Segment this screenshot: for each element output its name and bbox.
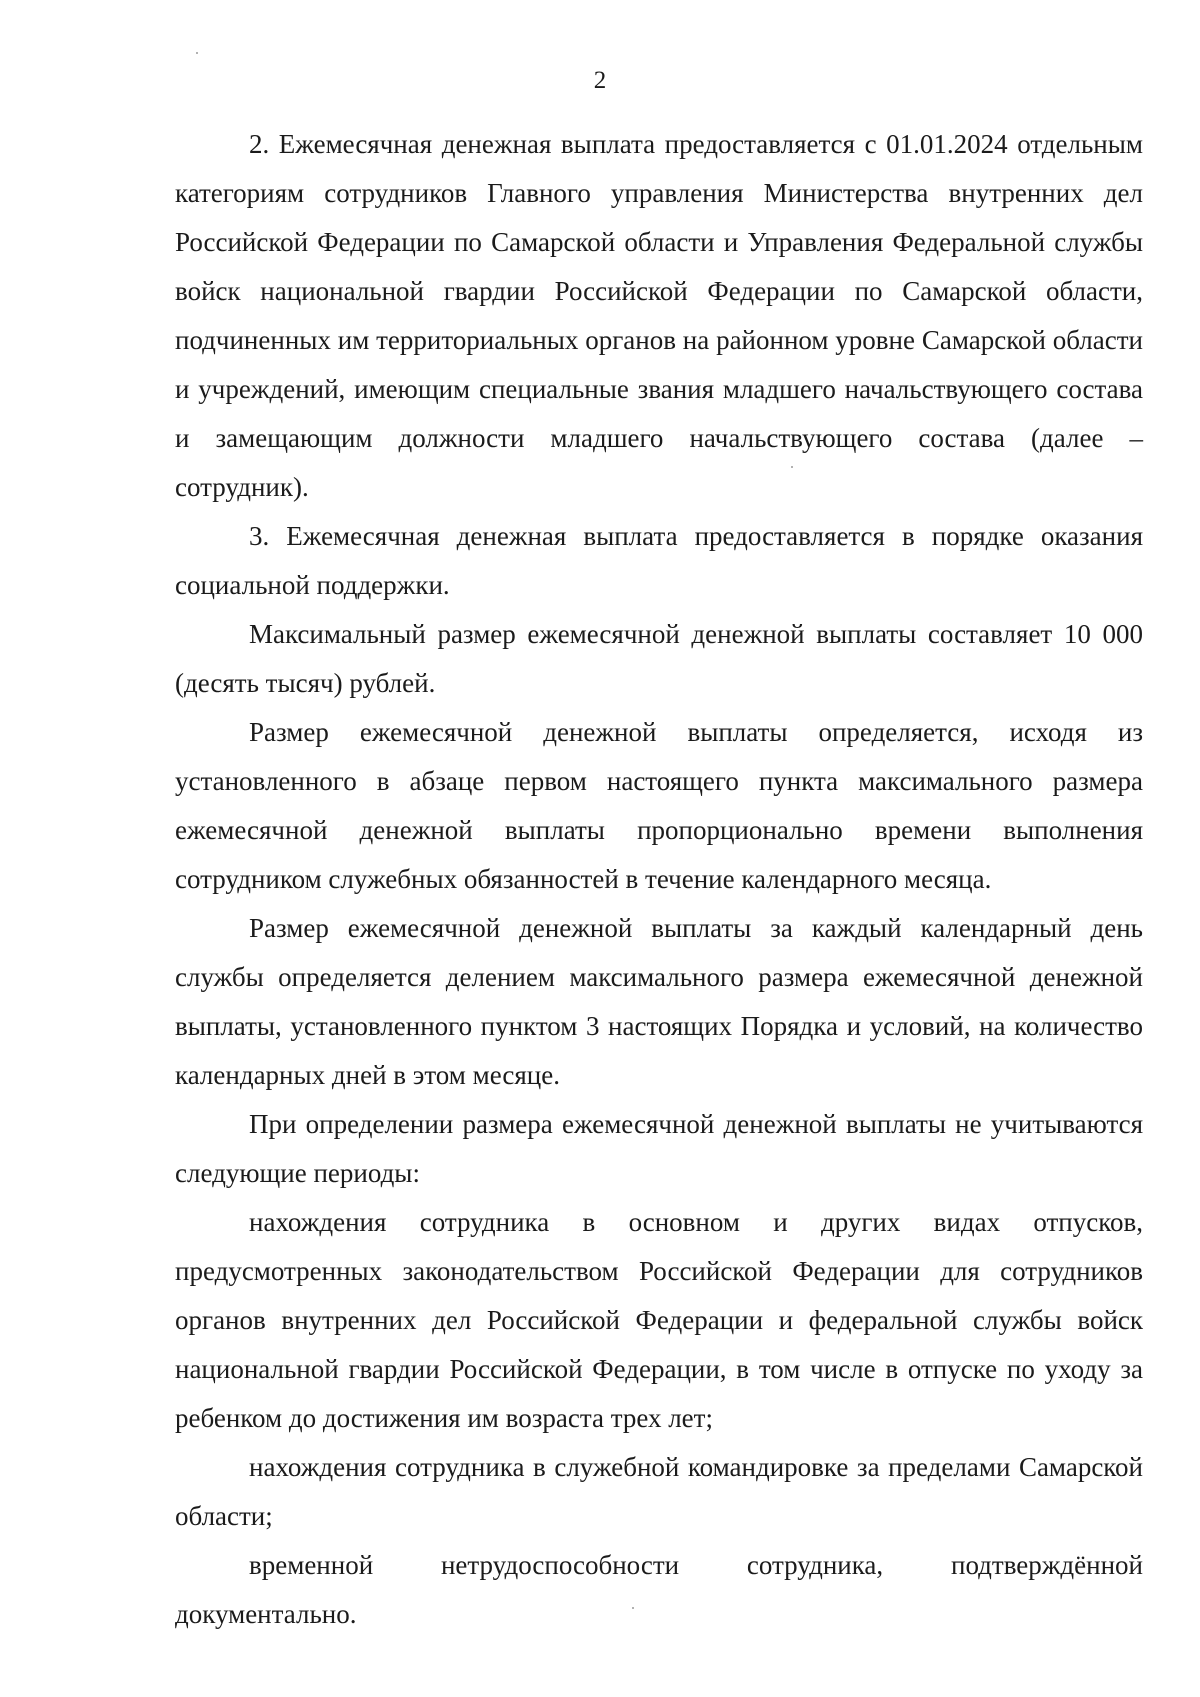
paragraph-excluded-business-trip: нахождения сотрудника в служебной командировке за пределами Самарской области; <box>175 1452 1143 1531</box>
paragraph-excluded-disability: временной нетрудоспособности сотрудника, подтверждённой документально. <box>175 1550 1143 1629</box>
paragraph-max-amount: Максимальный размер ежемесячной денежной выплаты составляет 10 000 (десять тысяч) рублей. <box>175 619 1143 698</box>
paragraph-excluded-periods-intro: При определении размера ежемесячной денежной выплаты не учитываются следующие периоды: <box>175 1109 1143 1188</box>
scan-speck <box>196 52 198 54</box>
paragraph-item-3: 3. Ежемесячная денежная выплата предоставляется в порядке оказания социальной поддержки. <box>175 521 1143 600</box>
page-number: 2 <box>593 67 607 94</box>
document-body <box>175 120 1143 1639</box>
paragraph-item-2: 2. Ежемесячная денежная выплата предоставляется с 01.01.2024 отдельным категориям сотрудников Главного управления Министерства внутренних дел Российской Федерации по Самарской области и Управления Федеральной службы войск национальной гвардии Российской Федерации по Самарской области, подчиненных им территориальных органов на районном уровне Самарской области и учреждений, имеющим специальные звания младшего начальствующего состава и замещающим должности младшего начальствующего состава (далее – сотрудник). <box>175 129 1143 502</box>
paragraph-excluded-leave: нахождения сотрудника в основном и других видах отпусков, предусмотренных законодательством Российской Федерации для сотрудников органов внутренних дел Российской Федерации и федеральной службы войск национальной гвардии Российской Федерации, в том числе в отпуске по уходу за ребенком до достижения им возраста трех лет; <box>175 1207 1143 1433</box>
scan-speck <box>632 1607 634 1609</box>
paragraph-amount-calculation: Размер ежемесячной денежной выплаты определяется, исходя из установленного в абзаце первом настоящего пункта максимального размера ежемесячной денежной выплаты пропорционально времени выполнения сотрудником служебных обязанностей в течение календарного месяца. <box>175 717 1143 894</box>
scan-speck <box>791 466 793 468</box>
paragraph-daily-amount: Размер ежемесячной денежной выплаты за каждый календарный день службы определяется делением максимального размера ежемесячной денежной выплаты, установленного пунктом 3 настоящих Порядка и условий, на количество календарных дней в этом месяце. <box>175 913 1143 1090</box>
